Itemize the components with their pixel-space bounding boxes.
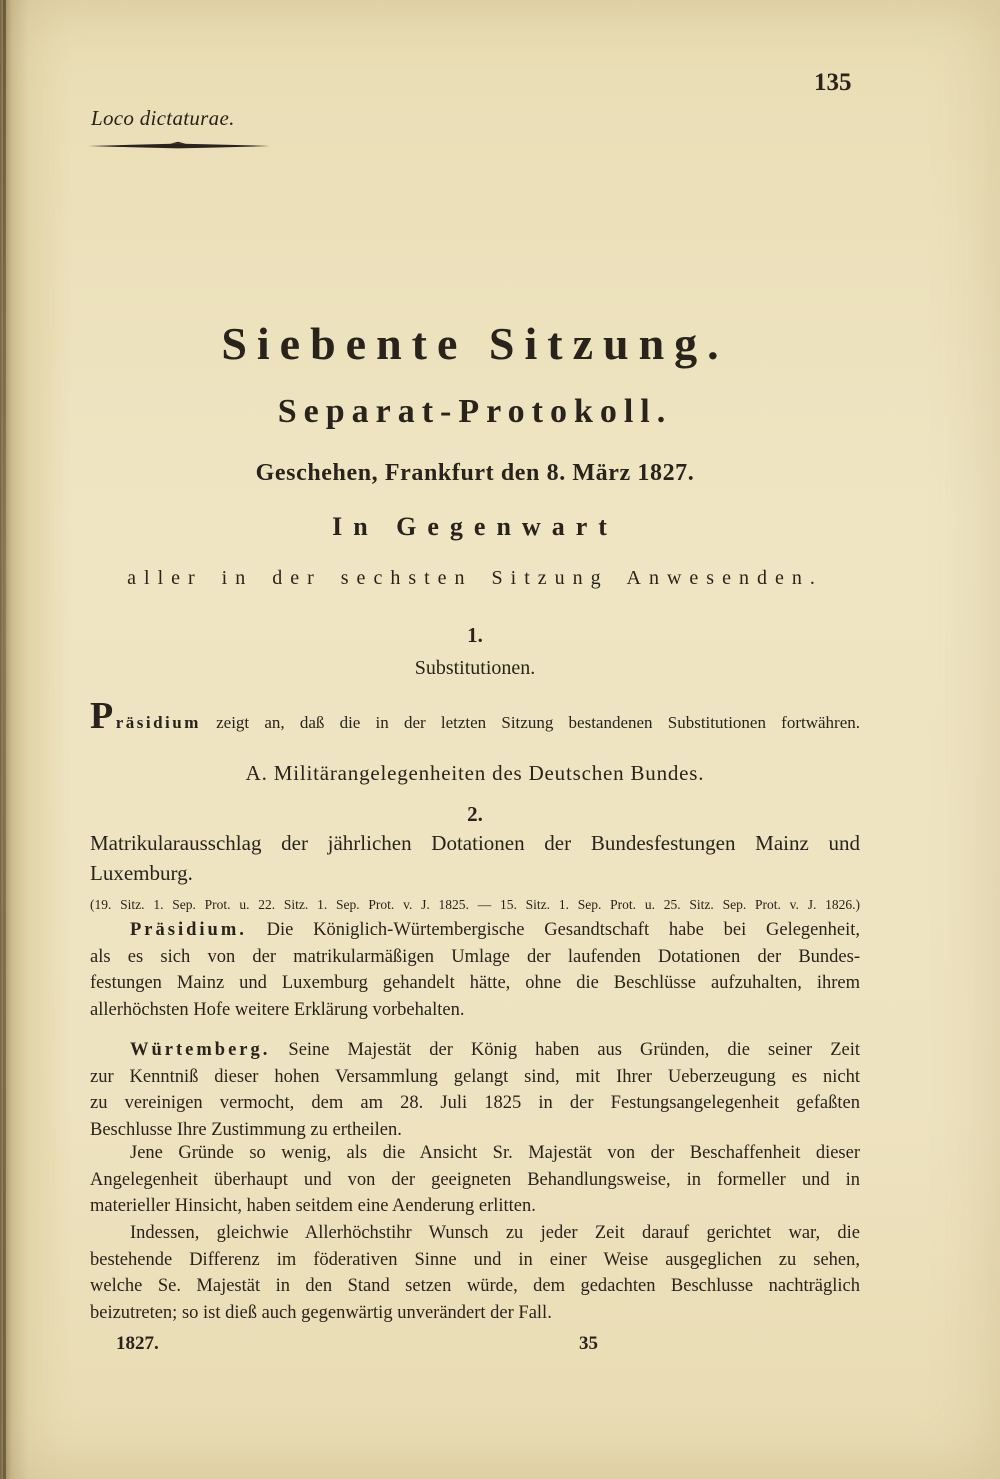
paragraph-line: Jene Gründe so wenig, als die Ansicht Sr. Majestät von der Beschaffenheit dieser	[130, 1143, 860, 1163]
paragraph-praesidium	[90, 917, 860, 1024]
decorative-swell-rule	[88, 140, 270, 152]
protocol-subtitle: Separat-Protokoll.	[277, 393, 673, 430]
paragraph-line: materieller Hinsicht, haben seitdem eine Aenderung erlitten.	[90, 1196, 536, 1217]
footer-year: 1827.	[116, 1333, 159, 1354]
heading-line: Matrikularausschlag der jährlichen Dotationen der Bundesfestungen Mainz und	[90, 831, 860, 855]
running-head: Loco dictaturae.	[91, 106, 235, 130]
heading-line: Luxemburg.	[90, 861, 193, 885]
presence-text: aller in der sechsten Sitzung Anwesenden.	[127, 567, 823, 589]
paragraph-line: zur Kenntniß dieser hohen Versammlung gelangt sind, mit Ihrer Ueberzeugung es nicht	[90, 1066, 860, 1087]
paragraph-line: welche Se. Majestät in den Stand setzen würde, dem gedachten Beschlusse nachträglich	[90, 1276, 860, 1297]
paragraph-line: festungen Mainz und Luxemburg gehandelt hätte, ohne die Beschlüsse aufzuhalten, ihrem	[90, 973, 860, 994]
line-text: Seine Majestät der König haben aus Gründen, die seiner Zeit	[288, 1040, 860, 1060]
date-line: Geschehen, Frankfurt den 8. März 1827.	[255, 460, 695, 486]
paragraph-wuertemberg	[90, 1037, 860, 1144]
line-text: Die Königlich-Würtembergische Gesandtschaft habe bei Gelegenheit,	[266, 920, 860, 940]
section-2-heading	[90, 828, 860, 888]
reference-note	[90, 896, 860, 914]
line-text: zeigt an, daß die in der letzten Sitzung bestandenen Substitutionen fortwähren.	[216, 713, 860, 732]
paragraph-line: Angelegenheit überhaupt und von der geeigneten Behandlungsweise, in formeller und in	[90, 1169, 860, 1190]
paragraph-line	[90, 917, 860, 944]
paragraph-line: als es sich von der matrikularmäßigen Umlage der laufenden Dotationen der Bundes-	[90, 946, 860, 967]
paragraph-line: bestehende Differenz im föderativen Sinne und in einer Weise ausgeglichen zu sehen,	[90, 1249, 860, 1270]
binding-edge	[3, 0, 6, 1479]
paragraph-line: zu vereinigen vermocht, dem am 28. Juli 1825 in der Festungsangelegenheit gefaßten	[90, 1093, 860, 1114]
section-number: 1.	[467, 623, 483, 647]
page-number: 135	[814, 69, 852, 96]
paragraph-indessen	[90, 1220, 860, 1327]
section-heading: Substitutionen.	[414, 657, 536, 679]
paragraph-line: allerhöchsten Hofe weitere Erklärung vorbehalten.	[90, 1000, 465, 1021]
paragraph-jene	[90, 1140, 860, 1220]
paragraph-line	[90, 697, 860, 733]
reference-line: (19. Sitz. 1. Sep. Prot. u. 22. Sitz. 1. Sep. Prot. v. J. 1825. — 15. Sitz. 1. Sep. Prot. u. 25. Sitz. Sep. Prot. v. J. 1826.)	[90, 897, 860, 912]
session-title: Siebente Sitzung.	[221, 318, 729, 369]
paragraph-line: Indessen, gleichwie Allerhöchstihr Wunsch zu jeder Zeit darauf gerichtet war, die	[130, 1223, 860, 1243]
speaker-name: Präsidium.	[130, 920, 247, 940]
section-number: 2.	[467, 802, 483, 826]
speaker-name: Würtemberg.	[130, 1040, 271, 1060]
signature-mark: 35	[579, 1333, 598, 1354]
paragraph-line	[90, 1037, 860, 1064]
speaker-name: Präsidium	[90, 697, 201, 733]
section-1-paragraph	[90, 697, 860, 733]
paragraph-line: Beschlusse Ihre Zustimmung zu ertheilen.	[90, 1120, 402, 1141]
part-heading: A. Militärangelegenheiten des Deutschen Bundes.	[245, 761, 705, 785]
paragraph-line: beizutreten; so ist dieß auch gegenwärtig unverändert der Fall.	[90, 1303, 552, 1324]
presence-heading: In Gegenwart	[332, 512, 618, 541]
